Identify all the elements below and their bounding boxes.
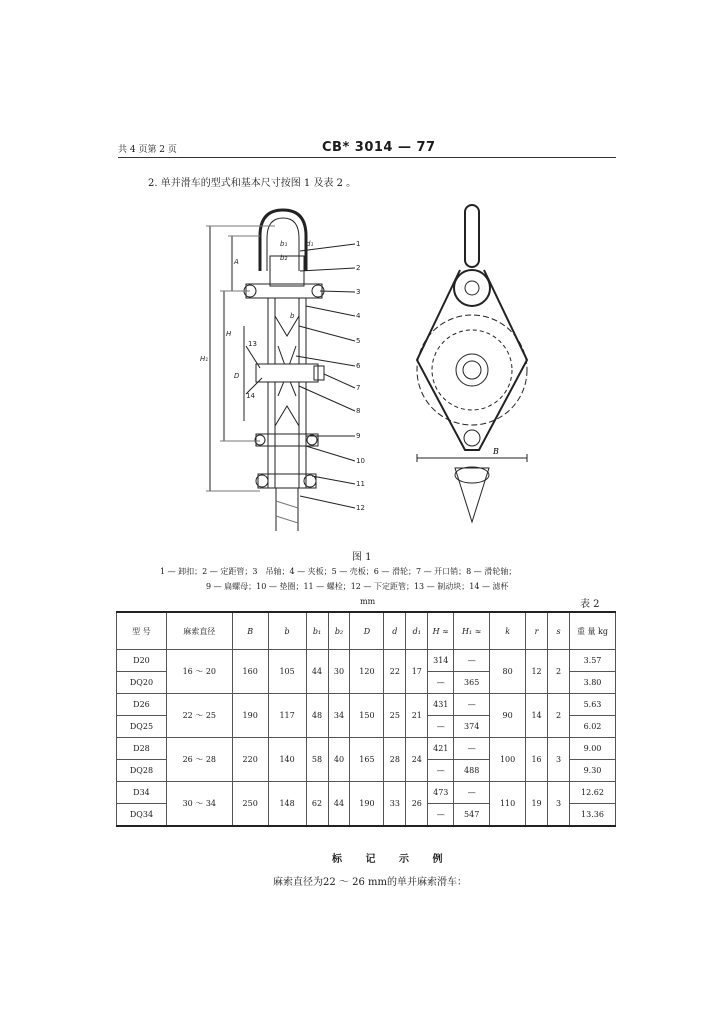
intro-text: 2. 单并滑车的型式和基本尺寸按图 1 及表 2 。 [148,178,357,189]
table-row [117,782,616,804]
weight-cell: 9.30 [569,760,615,782]
cell: 48 [306,694,328,738]
rope-cell: 22 ～ 25 [166,694,232,738]
cell: — [428,804,454,827]
model-cell: DQ28 [117,760,167,782]
header-cell: d₁ [406,612,428,650]
cell: — [428,672,454,694]
part-label: 7 [356,384,361,392]
cell: 150 [350,694,384,738]
cell: 26 [406,782,428,827]
cell: 2 [548,694,570,738]
cell: — [454,650,490,672]
marking-title: 标 记 示 例 [332,854,453,865]
cell: 190 [232,694,268,738]
cell: 40 [328,738,350,782]
cell: 431 [428,694,454,716]
cell: — [428,716,454,738]
dim-label: b₁ [280,240,288,248]
rope-cell: 16 ～ 20 [166,650,232,694]
rope-cell: 30 ～ 34 [166,782,232,827]
cell: 80 [490,650,526,694]
dim-label: H₁ [200,355,209,363]
model-cell: D26 [117,694,167,716]
cell: 100 [490,738,526,782]
cell: 14 [526,694,548,738]
cell: 12 [526,650,548,694]
header-cell: 型 号 [117,612,167,650]
dim-label: D [234,372,240,380]
model-cell: DQ20 [117,672,167,694]
spec-table [116,611,616,827]
cell: 105 [268,650,306,694]
cell: 365 [454,672,490,694]
cell: 148 [268,782,306,827]
cell: 110 [490,782,526,827]
table-row [117,650,616,672]
cell: 120 [350,650,384,694]
cell: 16 [526,738,548,782]
cell: 160 [232,650,268,694]
header-cell: b₁ [306,612,328,650]
header-cell: H ≈ [428,612,454,650]
table-unit: mm [360,597,376,606]
header-cell: H₁ ≈ [454,612,490,650]
part-label: 8 [356,407,361,415]
part-label: 4 [356,312,361,320]
table-header-row [117,612,616,650]
header-cell: r [526,612,548,650]
weight-cell: 9.00 [569,738,615,760]
cell: 547 [454,804,490,827]
weight-cell: 12.62 [569,782,615,804]
cell: 30 [328,650,350,694]
cell: — [454,782,490,804]
dim-label: d₁ [306,240,314,248]
cell: 190 [350,782,384,827]
table-row [117,738,616,760]
part-label: 2 [356,264,361,272]
dim-label: b [290,312,295,320]
cell: 25 [384,694,406,738]
header-cell: D [350,612,384,650]
model-cell: D34 [117,782,167,804]
weight-cell: 6.02 [569,716,615,738]
cell: 22 [384,650,406,694]
table-label: 表 2 [580,599,600,610]
cell: — [454,738,490,760]
cell: 250 [232,782,268,827]
cell: 2 [548,650,570,694]
dim-label: B [493,447,499,456]
table-row [117,694,616,716]
cell: 24 [406,738,428,782]
cell: — [454,694,490,716]
dim-label: b₂ [280,254,288,262]
header-cell: b₂ [328,612,350,650]
part-label: 12 [356,504,365,512]
header-cell: 重 量 kg [569,612,615,650]
cell: 44 [306,650,328,694]
dim-label: A [234,258,239,266]
cell: 3 [548,782,570,827]
standard-code: CB* 3014 — 77 [322,140,436,155]
cell: 44 [328,782,350,827]
weight-cell: 5.63 [569,694,615,716]
model-cell: D20 [117,650,167,672]
cell: 374 [454,716,490,738]
legend-line-2: 9 — 扁螺母；10 — 垫圈；11 — 螺栓；12 — 下定距管；13 — 制动块；14 — 滤杯 [206,582,509,591]
marking-text: 麻索直径为22 ～ 26 mm的单并麻索滑车： [273,877,467,888]
weight-cell: 3.57 [569,650,615,672]
model-cell: DQ34 [117,804,167,827]
dim-label: H [226,330,232,338]
cell: — [428,760,454,782]
cell: 488 [454,760,490,782]
header-rule [118,157,616,158]
weight-cell: 13.36 [569,804,615,827]
part-label: 14 [246,392,255,400]
cell: 3 [548,738,570,782]
header-cell: 麻索直径 [166,612,232,650]
header-cell: k [490,612,526,650]
part-label: 10 [356,457,365,465]
part-label: 1 [356,240,361,248]
pulley-front-drawing [405,200,555,530]
cell: 58 [306,738,328,782]
header-cell: s [548,612,570,650]
figure-caption: 图 1 [352,552,372,563]
cell: 165 [350,738,384,782]
cell: 62 [306,782,328,827]
cell: 140 [268,738,306,782]
header-cell: B [232,612,268,650]
cell: 220 [232,738,268,782]
part-label: 5 [356,337,361,345]
cell: 21 [406,694,428,738]
page-info: 共 4 页第 2 页 [118,145,177,155]
cell: 28 [384,738,406,782]
header-cell: b [268,612,306,650]
cell: 17 [406,650,428,694]
cell: 19 [526,782,548,827]
rope-cell: 26 ～ 28 [166,738,232,782]
part-label: 6 [356,362,361,370]
header-cell: d [384,612,406,650]
pulley-section-drawing [180,196,390,536]
part-label: 9 [356,432,361,440]
cell: 314 [428,650,454,672]
cell: 34 [328,694,350,738]
part-label: 3 [356,288,361,296]
part-label: 11 [356,480,365,488]
cell: 117 [268,694,306,738]
model-cell: DQ25 [117,716,167,738]
cell: 33 [384,782,406,827]
model-cell: D28 [117,738,167,760]
cell: 473 [428,782,454,804]
part-label: 13 [248,340,257,348]
weight-cell: 3.80 [569,672,615,694]
cell: 421 [428,738,454,760]
legend-line-1: 1 — 卸扣；2 — 定距管；3 吊轴；4 — 夹板；5 — 壳板；6 — 滑轮；7 — 开口销；8 — 滑轮轴； [160,567,517,576]
cell: 90 [490,694,526,738]
